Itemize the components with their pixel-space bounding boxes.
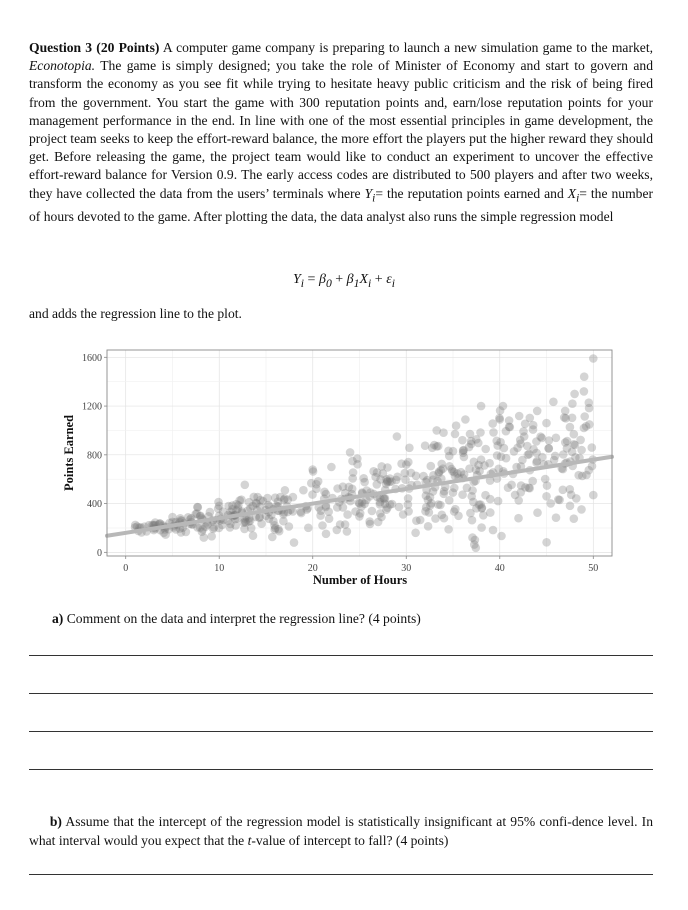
y-tick-label: 400 bbox=[87, 499, 102, 511]
data-point bbox=[470, 458, 479, 467]
data-point bbox=[580, 412, 589, 421]
data-point bbox=[514, 496, 523, 505]
question-b-text-2: -value of intercept to fall? (4 points) bbox=[251, 833, 449, 848]
data-point bbox=[476, 500, 485, 509]
data-point bbox=[577, 446, 586, 455]
data-point bbox=[493, 441, 502, 450]
data-point bbox=[401, 469, 410, 478]
data-point bbox=[524, 451, 533, 460]
data-point bbox=[533, 508, 542, 517]
data-point bbox=[526, 414, 535, 423]
data-point bbox=[467, 492, 476, 501]
x-tick-label: 0 bbox=[123, 563, 129, 574]
data-point bbox=[383, 477, 392, 486]
answer-line-a-3[interactable] bbox=[29, 731, 653, 732]
data-point bbox=[574, 471, 583, 480]
y-tick-label: 1200 bbox=[82, 401, 102, 413]
data-point bbox=[517, 488, 526, 497]
data-point bbox=[570, 514, 579, 523]
y-axis-label: Points Earned bbox=[62, 414, 76, 492]
data-point bbox=[333, 526, 342, 535]
data-point bbox=[572, 494, 581, 503]
data-point bbox=[542, 492, 551, 501]
data-point bbox=[582, 471, 591, 480]
x-axis-label: Number of Hours bbox=[312, 573, 408, 587]
data-point bbox=[424, 496, 433, 505]
x-tick-label: 30 bbox=[401, 563, 412, 574]
data-point bbox=[576, 436, 585, 445]
data-point bbox=[209, 525, 218, 534]
data-point bbox=[486, 495, 495, 504]
data-point bbox=[432, 426, 441, 435]
data-point bbox=[324, 507, 333, 516]
data-point bbox=[348, 485, 357, 494]
game-name: Econotopia. bbox=[29, 58, 96, 74]
data-point bbox=[566, 502, 575, 511]
data-point bbox=[318, 521, 327, 530]
data-point bbox=[450, 484, 459, 493]
data-point bbox=[322, 530, 331, 539]
data-point bbox=[588, 443, 597, 452]
data-point bbox=[475, 467, 484, 476]
data-point bbox=[279, 517, 288, 526]
data-point bbox=[380, 495, 389, 504]
data-point bbox=[365, 517, 374, 526]
data-point bbox=[585, 398, 594, 407]
data-point bbox=[461, 415, 470, 424]
question-a bbox=[52, 611, 421, 627]
data-point bbox=[477, 402, 486, 411]
data-point bbox=[412, 472, 421, 481]
data-point bbox=[577, 505, 586, 514]
data-point bbox=[436, 501, 445, 510]
data-point bbox=[559, 486, 568, 495]
data-point bbox=[444, 525, 453, 534]
data-point bbox=[404, 500, 413, 509]
data-point bbox=[541, 475, 550, 484]
data-point bbox=[359, 474, 368, 483]
data-point bbox=[356, 509, 365, 518]
data-point bbox=[374, 518, 383, 527]
question-a-text: Comment on the data and interpret the regression line? (4 points) bbox=[63, 611, 421, 626]
data-point bbox=[514, 514, 523, 523]
data-point bbox=[252, 499, 261, 508]
data-point bbox=[496, 415, 505, 424]
after-equation-text: and adds the regression line to the plot. bbox=[29, 306, 242, 321]
data-point bbox=[481, 445, 490, 454]
data-point bbox=[551, 452, 560, 461]
data-point bbox=[304, 524, 313, 533]
data-point bbox=[439, 490, 448, 499]
data-point bbox=[476, 428, 485, 437]
data-point bbox=[529, 425, 538, 434]
x-tick-label: 40 bbox=[494, 563, 505, 574]
xi-definition: = the number of hours devoted to the game. After plotting the data, the data analyst also runs the simple regression model bbox=[29, 185, 654, 224]
data-point bbox=[231, 521, 240, 530]
data-point bbox=[201, 522, 210, 531]
data-point bbox=[477, 523, 486, 532]
y-tick-label: 1600 bbox=[82, 352, 102, 364]
answer-line-a-1[interactable] bbox=[29, 655, 653, 656]
data-point bbox=[589, 491, 598, 500]
data-point bbox=[532, 458, 541, 467]
data-point bbox=[422, 503, 431, 512]
y-tick-label: 800 bbox=[87, 450, 102, 462]
data-point bbox=[343, 527, 352, 536]
data-point bbox=[241, 481, 250, 490]
answer-line-b-1[interactable] bbox=[29, 874, 653, 875]
data-point bbox=[580, 372, 589, 381]
data-point bbox=[346, 448, 355, 457]
data-point bbox=[458, 490, 467, 499]
question-b-text-1: Assume that the intercept of the regression model is statistically insignificant at 95% confi-dence level. In what interval would you expect that the bbox=[29, 814, 654, 848]
data-point bbox=[322, 490, 331, 499]
data-point bbox=[379, 469, 388, 478]
data-point bbox=[468, 516, 477, 525]
data-point bbox=[458, 436, 467, 445]
data-point bbox=[454, 512, 463, 521]
data-point bbox=[280, 494, 289, 503]
data-point bbox=[249, 531, 258, 540]
data-point bbox=[439, 464, 448, 473]
data-point bbox=[421, 441, 430, 450]
data-point bbox=[580, 387, 589, 396]
data-point bbox=[494, 497, 503, 506]
data-point bbox=[486, 508, 495, 517]
data-point bbox=[459, 446, 468, 455]
data-point bbox=[376, 509, 385, 518]
data-point bbox=[395, 503, 404, 512]
data-point bbox=[308, 490, 317, 499]
t-symbol: t bbox=[247, 833, 252, 848]
data-point bbox=[515, 412, 524, 421]
question-b bbox=[29, 812, 653, 850]
data-point bbox=[555, 496, 564, 505]
data-point bbox=[299, 486, 308, 495]
data-point bbox=[393, 473, 402, 482]
data-point bbox=[355, 499, 364, 508]
data-point bbox=[536, 432, 545, 441]
data-point bbox=[289, 493, 298, 502]
data-point bbox=[566, 423, 575, 432]
answer-line-a-2[interactable] bbox=[29, 693, 653, 694]
y-tick-label: 0 bbox=[97, 547, 102, 559]
data-point bbox=[430, 441, 439, 450]
data-point bbox=[224, 502, 233, 511]
scatter-chart bbox=[55, 343, 620, 588]
regression-equation: $Y_i = \beta_0 + \beta_1X_i + \varepsilon_i$ bbox=[293, 272, 395, 290]
data-point bbox=[268, 533, 277, 542]
data-point bbox=[542, 538, 551, 547]
question-heading: Question 3 (20 Points) bbox=[29, 40, 160, 55]
x-tick-label: 50 bbox=[588, 563, 599, 574]
data-point bbox=[438, 511, 447, 520]
data-point bbox=[348, 474, 357, 483]
x-tick-label: 10 bbox=[214, 563, 225, 574]
data-point bbox=[290, 538, 299, 547]
data-point bbox=[505, 423, 514, 432]
data-point bbox=[489, 428, 498, 437]
data-point bbox=[525, 484, 534, 493]
data-point bbox=[343, 510, 352, 519]
data-point bbox=[247, 524, 256, 533]
data-point bbox=[316, 511, 325, 520]
data-point bbox=[497, 452, 506, 461]
data-point bbox=[552, 434, 561, 443]
data-point bbox=[402, 460, 411, 469]
question-b-label: b) bbox=[49, 814, 62, 829]
data-point bbox=[281, 486, 290, 495]
data-point bbox=[348, 457, 357, 466]
yi-definition: = the reputation points earned and bbox=[375, 185, 568, 201]
data-point bbox=[312, 480, 321, 489]
data-point bbox=[451, 430, 460, 439]
data-point bbox=[542, 419, 551, 428]
data-point bbox=[520, 432, 529, 441]
data-point bbox=[489, 526, 498, 535]
data-point bbox=[466, 509, 475, 518]
data-point bbox=[549, 398, 558, 407]
data-point bbox=[427, 462, 436, 471]
data-point bbox=[333, 484, 342, 493]
data-point bbox=[589, 354, 598, 363]
data-point bbox=[411, 529, 420, 538]
data-point bbox=[497, 532, 506, 541]
data-point bbox=[544, 444, 553, 453]
data-point bbox=[507, 481, 516, 490]
data-point bbox=[570, 390, 579, 399]
question-text: Question 3 (20 Points) A computer game company is preparing to launch a new simulation game to the market, Econotopia. The game is simply designed; you take the role of Minister of Economy and start to govern and transform the economy as you see fit while trying to hesitate heavy public criticism and the risk of being fired from the government. You start the game with 300 reputation points and, earn/lose reputation points for your management performance in the end. In line with one of the most essential principles in game development, the project team seeks to keep the effort-reward balance, the more effort the players put the higher reward they should get. Before releasing the game, the project team would like to conduct an experiment to uncover the effective effort-reward balance for Version 0.9. The early access codes are distributed to 500 players and after two weeks, they have collected the data from the users’ terminals where $Y_i=$ the reputation points earned and $X_i=$ the number of hours devoted to the game. After plotting the data, the data analyst also runs the simple regression model bbox=[29, 40, 654, 224]
data-point bbox=[452, 421, 461, 430]
data-point bbox=[234, 504, 243, 513]
data-point bbox=[533, 407, 542, 416]
data-point bbox=[588, 462, 597, 471]
data-point bbox=[393, 432, 402, 441]
data-point bbox=[580, 424, 589, 433]
x-tick-label: 20 bbox=[307, 563, 318, 574]
data-point bbox=[561, 407, 570, 416]
intro-part-1: A computer game company is preparing to launch a new simulation game to the market, bbox=[159, 40, 653, 55]
data-point bbox=[206, 508, 215, 517]
data-point bbox=[399, 510, 408, 519]
data-point bbox=[499, 402, 508, 411]
data-point bbox=[424, 522, 433, 531]
data-point bbox=[416, 516, 425, 525]
data-point bbox=[429, 487, 438, 496]
data-point bbox=[271, 524, 280, 533]
data-point bbox=[470, 540, 479, 549]
data-point bbox=[308, 465, 317, 474]
data-point bbox=[207, 532, 216, 541]
data-point bbox=[552, 513, 561, 522]
intro-part-2: The game is simply designed; you take the role of Minister of Economy and start to govern and transform the economy as you see fit while trying to hesitate heavy public criticism and the risk of being fired from the government. You start the game with 300 reputation points and, earn/lose reputation points for your management performance in the end. In line with one of the most essential principles in game development, the project team seeks to keep the effort-reward balance, the more effort the players put the higher reward they should get. Before releasing the game, the project team would like to conduct an experiment to uncover the effective effort-reward balance for Version 0.9. The early access codes are distributed to 500 players and after two weeks, they have collected the data from the users’ terminals where bbox=[29, 58, 653, 201]
data-point bbox=[563, 437, 572, 446]
answer-line-a-4[interactable] bbox=[29, 769, 653, 770]
question-a-label: a) bbox=[52, 611, 64, 626]
data-point bbox=[327, 463, 336, 472]
data-point bbox=[405, 444, 414, 453]
data-point bbox=[449, 447, 458, 456]
data-point bbox=[368, 507, 377, 516]
data-point bbox=[568, 399, 577, 408]
data-point bbox=[562, 414, 571, 423]
data-point bbox=[467, 437, 476, 446]
